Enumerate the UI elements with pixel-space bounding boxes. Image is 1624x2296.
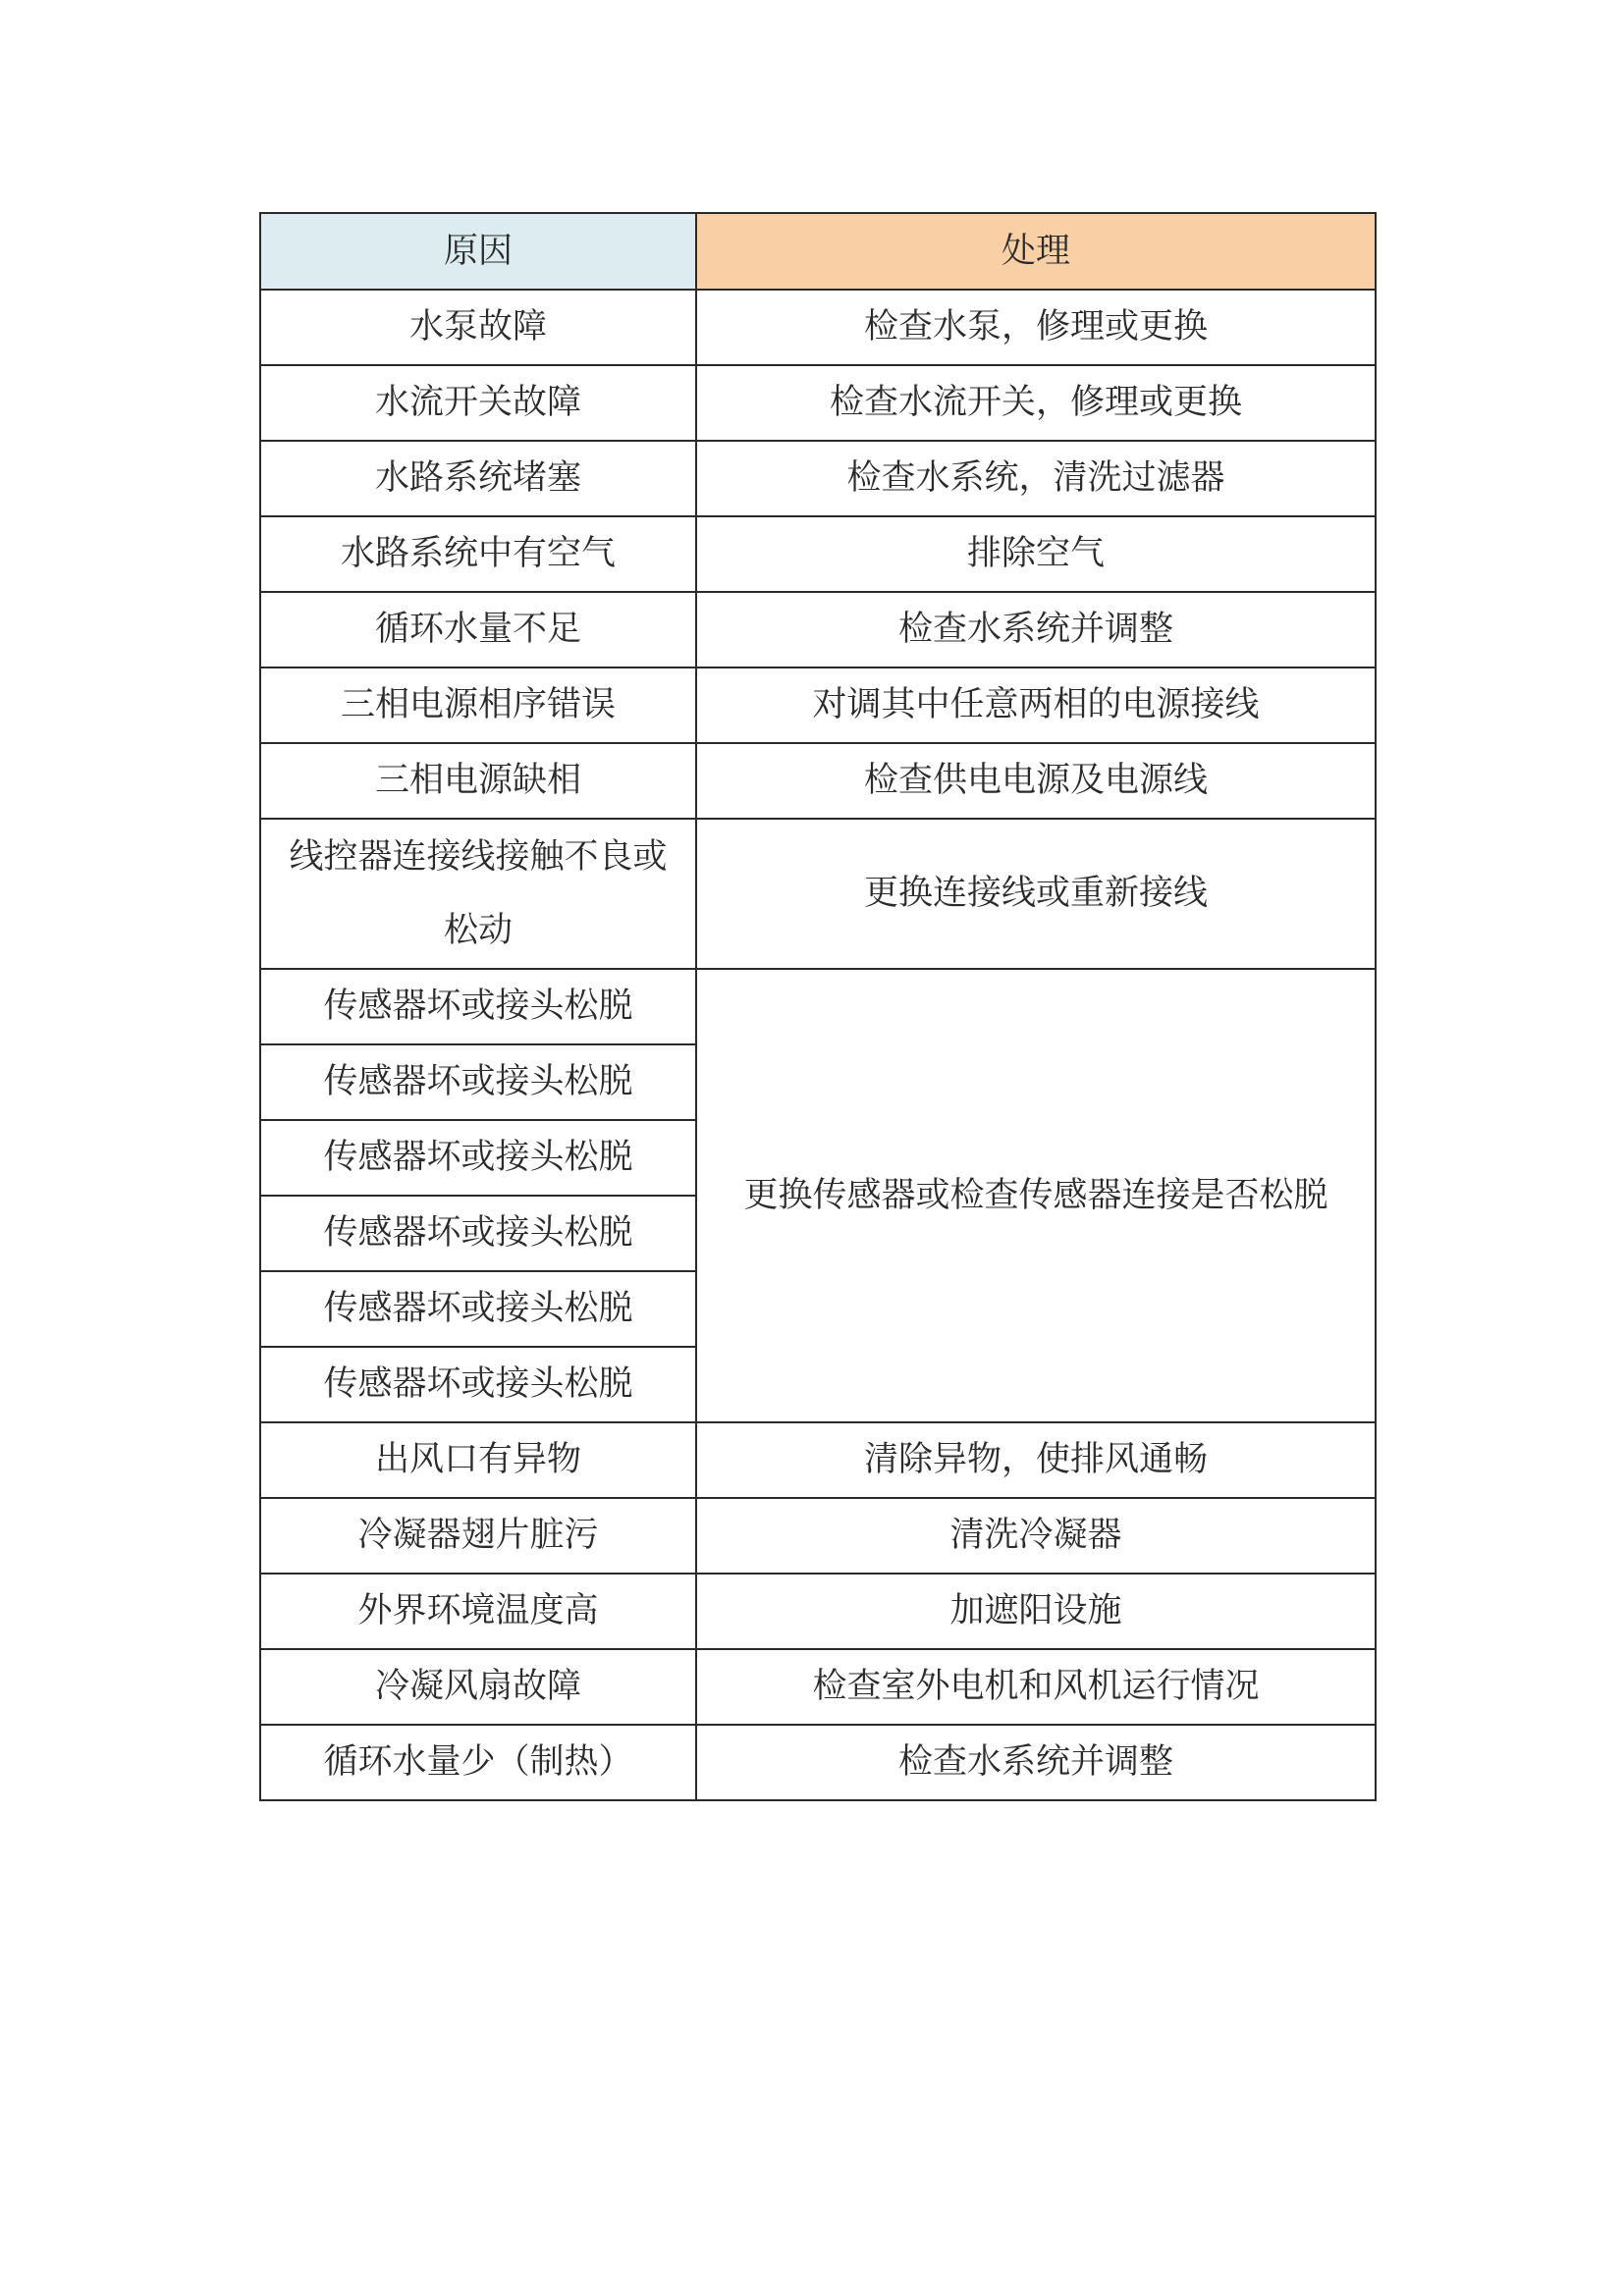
- action-cell: 检查水系统并调整: [696, 1725, 1376, 1800]
- cause-cell: 冷凝器翅片脏污: [260, 1498, 696, 1574]
- cause-cell: 冷凝风扇故障: [260, 1649, 696, 1725]
- action-cell: 检查水泵，修理或更换: [696, 290, 1376, 365]
- action-cell: 更换连接线或重新接线: [696, 819, 1376, 969]
- cause-cell: 循环水量不足: [260, 592, 696, 667]
- action-cell: 清洗冷凝器: [696, 1498, 1376, 1574]
- cause-cell: 出风口有异物: [260, 1422, 696, 1498]
- cause-cell: 水路系统中有空气: [260, 516, 696, 592]
- fault-table: [259, 212, 1377, 1801]
- cause-cell: 循环水量少（制热）: [260, 1725, 696, 1800]
- action-cell: 检查室外电机和风机运行情况: [696, 1649, 1376, 1725]
- table-row: [260, 1725, 1376, 1800]
- action-cell: 加遮阳设施: [696, 1574, 1376, 1649]
- cause-cell: 传感器坏或接头松脱: [260, 1271, 696, 1347]
- cause-cell: 传感器坏或接头松脱: [260, 969, 696, 1044]
- action-cell: 检查水流开关，修理或更换: [696, 365, 1376, 441]
- cause-cell: 三相电源缺相: [260, 743, 696, 819]
- table-row: [260, 743, 1376, 819]
- table-row: [260, 290, 1376, 365]
- action-cell: 检查水系统，清洗过滤器: [696, 441, 1376, 516]
- action-cell: 检查水系统并调整: [696, 592, 1376, 667]
- cause-cell: 传感器坏或接头松脱: [260, 1196, 696, 1271]
- cause-cell: 传感器坏或接头松脱: [260, 1347, 696, 1422]
- table-row: [260, 365, 1376, 441]
- header-action: 处理: [696, 213, 1376, 290]
- table-row: [260, 1649, 1376, 1725]
- cause-cell: 线控器连接线接触不良或松动: [260, 819, 696, 969]
- cause-cell: 水路系统堵塞: [260, 441, 696, 516]
- table-row: [260, 592, 1376, 667]
- table-row: [260, 441, 1376, 516]
- table-row: [260, 667, 1376, 743]
- cause-cell: 水流开关故障: [260, 365, 696, 441]
- cause-cell: 传感器坏或接头松脱: [260, 1044, 696, 1120]
- table-row: [260, 1574, 1376, 1649]
- action-cell-merged: 更换传感器或检查传感器连接是否松脱: [696, 969, 1376, 1422]
- table-row: [260, 516, 1376, 592]
- action-cell: 对调其中任意两相的电源接线: [696, 667, 1376, 743]
- table-row: [260, 1422, 1376, 1498]
- table-row-sensor: [260, 969, 1376, 1044]
- action-cell: 清除异物，使排风通畅: [696, 1422, 1376, 1498]
- cause-cell: 传感器坏或接头松脱: [260, 1120, 696, 1196]
- cause-cell: 水泵故障: [260, 290, 696, 365]
- table-row: [260, 1498, 1376, 1574]
- header-row: [260, 213, 1376, 290]
- table-row: [260, 819, 1376, 969]
- action-cell: 排除空气: [696, 516, 1376, 592]
- cause-cell: 三相电源相序错误: [260, 667, 696, 743]
- action-cell: 检查供电电源及电源线: [696, 743, 1376, 819]
- fault-table-container: [259, 212, 1375, 1801]
- cause-cell: 外界环境温度高: [260, 1574, 696, 1649]
- header-cause: 原因: [260, 213, 696, 290]
